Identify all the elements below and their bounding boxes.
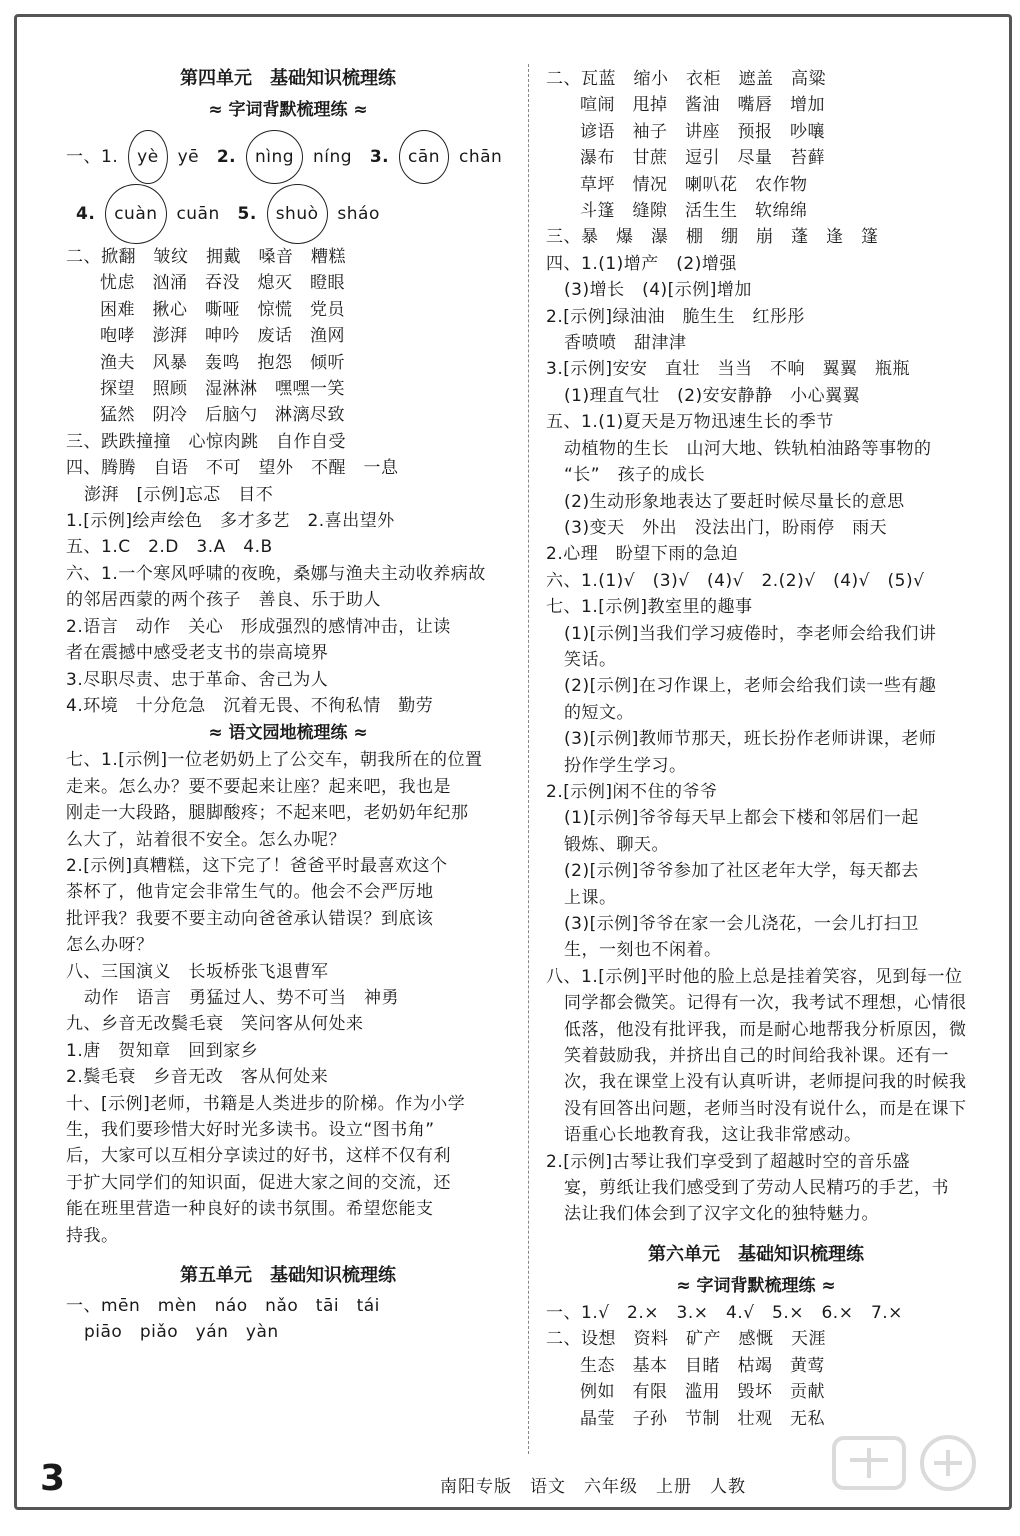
answer-line: piāo piǎo yán yàn	[84, 1322, 279, 1343]
answer-line: 探望 照顾 湿淋淋 嘿嘿一笑	[100, 379, 345, 400]
answer-line: 七、1.[示例]一位老奶奶上了公交车，朝我所在的位置	[66, 750, 483, 771]
answer-line: 低落，他没有批评我，而是耐心地帮我分析原因，微	[564, 1019, 967, 1040]
answer-line: “长” 孩子的成长	[564, 465, 706, 486]
answer-line: 十、[示例]老师，书籍是人类进步的阶梯。作为小学	[66, 1093, 466, 1114]
section-ciyu-unit6: ≈ 字词背默梳理练 ≈	[676, 1275, 836, 1296]
answer-line: 么大了，站着很不安全。怎么办呢？	[66, 829, 346, 850]
answer-line: 动作 语言 勇猛过人、势不可当 神勇	[84, 987, 399, 1008]
answer-line: 语重心长地教育我，这让我非常感动。	[564, 1125, 862, 1146]
answer-line: 斗篷 缝隙 活生生 软绵绵	[580, 201, 808, 222]
answer-line: 猛然 阴冷 后脑勺 淋漓尽致	[100, 405, 345, 426]
answer-line: 宴，剪纸让我们感受到了劳动人民精巧的手艺，书	[564, 1178, 949, 1199]
answer-line: (3)变天 外出 没法出门，盼雨停 雨天	[564, 517, 888, 538]
answer-line: 六、1.(1)√ (3)√ (4)√ 2.(2)√ (4)√ (5)√	[546, 570, 925, 591]
answer-line: 同学都会微笑。记得有一次，我考试不理想，心情很	[564, 993, 967, 1014]
pinyin-choice-circled: nìng	[246, 130, 303, 184]
page-number: 3	[40, 1458, 66, 1499]
answer-line: 次，我在课堂上没有认真听讲，老师提问我的时候我	[564, 1072, 967, 1093]
answer-line: 瀑布 甘蔗 逗引 尽量 苔藓	[580, 148, 825, 169]
answer-line: 法让我们体会到了汉字文化的独特魅力。	[564, 1204, 879, 1225]
answer-line: 澎湃 [示例]忘忑 目不	[84, 484, 274, 505]
section-yuandi: ≈ 语文园地梳理练 ≈	[208, 723, 368, 744]
answer-line: 后，大家可以互相分享读过的好书，这样不仅有利	[66, 1146, 451, 1167]
section-ciyu: ≈ 字词背默梳理练 ≈	[208, 100, 368, 120]
answer-line: (2)生动形象地表达了要赶时候尽量长的意思	[564, 491, 905, 512]
answer-line: 四、腾腾 自语 不可 望外 不醒 一息	[66, 458, 399, 479]
answer-line: 没有回答出问题，老师当时没有说什么，而是在课下	[564, 1098, 967, 1119]
answer-line: (1)[示例]当我们学习疲倦时，李老师会给我们讲	[564, 623, 937, 644]
answer-line: 八、三国演义 长坂桥张飞退曹军	[66, 961, 329, 982]
answer-line: 二、掀翻 皱纹 拥戴 嗓音 糟糕	[66, 247, 346, 267]
answer-line: 例如 有限 滥用 毁坏 贡献	[580, 1382, 825, 1403]
answer-line: 怎么办呀？	[66, 935, 154, 956]
answer-line: 3.[示例]安安 直壮 当当 不响 翼翼 瓶瓶	[546, 359, 910, 380]
answer-line: (1)[示例]爷爷每天早上都会下楼和邻居们一起	[564, 808, 919, 829]
answer-line: 一、1.√ 2.× 3.× 4.√ 5.× 6.× 7.×	[546, 1302, 903, 1323]
answer-line: 2.语言 动作 关心 形成强烈的感情冲击，让读	[66, 616, 451, 637]
answer-line: 茶杯了，他肯定会非常生气的。他会不会严厉地	[66, 882, 434, 903]
answer-line: 一、mēn mèn náo nǎo tāi tái	[66, 1296, 380, 1317]
answer-line: 咆哮 澎湃 呻吟 废话 渔网	[100, 326, 345, 347]
answer-line: 三、跌跌撞撞 心惊肉跳 自作自受	[66, 431, 346, 452]
q1-pinyin-row1: 一、1. yè yē 2. nìng níng 3. cān chān	[66, 130, 510, 184]
right-column	[546, 66, 966, 1432]
answer-line: 七、1.[示例]教室里的趣事	[546, 597, 753, 618]
answer-line: 扮作学生学习。	[564, 755, 687, 776]
answer-line: 1.唐 贺知章 回到家乡	[66, 1040, 259, 1061]
answer-line: 2.心理 盼望下雨的急迫	[546, 544, 739, 565]
answer-line: 二、瓦蓝 缩小 衣柜 遮盖 高粱	[546, 69, 826, 89]
answer-line: 困难 揪心 嘶哑 惊慌 党员	[100, 299, 345, 320]
column-divider	[528, 64, 529, 1454]
answer-line: 三、暴 爆 瀑 棚 绷 崩 蓬 逢 篷	[546, 227, 879, 248]
answer-line: 的短文。	[564, 702, 634, 723]
answer-line: 二、设想 资料 矿产 感慨 天涯	[546, 1329, 826, 1350]
answer-line: 五、1.C 2.D 3.A 4.B	[66, 537, 273, 558]
answer-line: (1)理直气壮 (2)安安静静 小心翼翼	[564, 385, 861, 406]
left-column	[66, 62, 510, 1346]
watermark-logo	[830, 1430, 990, 1500]
answer-line: (2)[示例]爷爷参加了社区老年大学，每天都去	[564, 861, 919, 882]
pinyin-choice-circled: yè	[128, 130, 168, 184]
answer-line: 能在班里营造一种良好的读书氛围。希望您能支	[66, 1199, 434, 1220]
answer-line: 的邻居西蒙的两个孩子 善良、乐于助人	[66, 590, 381, 611]
answer-line: 喧闹 甩掉 酱油 嘴唇 增加	[580, 95, 825, 116]
answer-line: 四、1.(1)增产 (2)增强	[546, 253, 737, 274]
answer-line: 五、1.(1)夏天是万物迅速生长的季节	[546, 412, 834, 433]
answer-line: 生态 基本 目睹 枯竭 黄莺	[580, 1355, 825, 1376]
answer-line: 3.尽职尽责、忠于革命、舍己为人	[66, 669, 329, 690]
answer-line: (3)[示例]爷爷在家一会儿浇花，一会儿打扫卫	[564, 914, 919, 934]
answer-line: 2.[示例]绿油油 脆生生 红彤彤	[546, 306, 805, 327]
answer-line: 2.鬓毛衰 乡音无改 客从何处来	[66, 1067, 329, 1088]
unit5-title: 第五单元 基础知识梳理练	[180, 1265, 396, 1287]
answer-line: (3)[示例]教师节那天，班长扮作老师讲课，老师	[564, 729, 937, 750]
answer-line: 晶莹 子孙 节制 壮观 无私	[580, 1408, 825, 1429]
answer-line: 生，我们要珍惜大好时光多读书。设立“图书角”	[66, 1120, 435, 1140]
answer-line: 批评我？我要不要主动向爸爸承认错误？到底该	[66, 908, 434, 929]
answer-line: 上课。	[564, 887, 617, 908]
unit6-title: 第六单元 基础知识梳理练	[648, 1243, 864, 1265]
answer-line: 1.[示例]绘声绘色 多才多艺 2.喜出望外	[66, 511, 395, 532]
pinyin-choice-circled: cuàn	[105, 184, 166, 244]
answer-line: 笑话。	[564, 649, 617, 670]
answer-line: 生，一刻也不闲着。	[564, 940, 722, 961]
answer-line: 动植物的生长 山河大地、铁轨柏油路等事物的	[564, 438, 932, 459]
answer-line: 持我。	[66, 1225, 119, 1246]
answer-line: 笑着鼓励我，并挤出自己的时间给我补课。还有一	[564, 1046, 949, 1067]
footer-edition-text: 南阳专版 语文 六年级 上册 人教	[440, 1477, 746, 1497]
pinyin-choice-circled: cān	[399, 130, 449, 184]
answer-line: 走来。怎么办？要不要起来让座？起来吧，我也是	[66, 776, 451, 797]
answer-line: 忧虑 汹涌 吞没 熄灭 瞪眼	[100, 273, 345, 294]
answer-line: 八、1.[示例]平时他的脸上总是挂着笑容，见到每一位	[546, 966, 963, 987]
q1-pinyin-row2: 4. cuàn cuān 5. shuò sháo	[66, 184, 510, 244]
answer-line: 锻炼、聊天。	[564, 834, 669, 855]
answer-line: 谚语 袖子 讲座 预报 吵嚷	[580, 121, 825, 142]
answer-line: 于扩大同学们的知识面，促进大家之间的交流，还	[66, 1172, 451, 1193]
answer-line: 六、1.一个寒风呼啸的夜晚，桑娜与渔夫主动收养病故	[66, 563, 486, 584]
pinyin-choice-circled: shuò	[267, 184, 328, 244]
answer-line: 2.[示例]古琴让我们享受到了超越时空的音乐盛	[546, 1151, 910, 1172]
answer-line: 2.[示例]闲不住的爷爷	[546, 781, 718, 802]
answer-line: 香喷喷 甜津津	[564, 333, 687, 354]
answer-line: (2)[示例]在习作课上，老师会给我们读一些有趣	[564, 676, 937, 697]
answer-line: 渔夫 风暴 轰鸣 抱怨 倾听	[100, 352, 345, 373]
answer-line: 2.[示例]真糟糕，这下完了！爸爸平时最喜欢这个	[66, 855, 448, 876]
answer-line: 草坪 情况 喇叭花 农作物	[580, 174, 808, 195]
answer-line: (3)增长 (4)[示例]增加	[564, 280, 752, 301]
answer-line: 刚走一大段路，腿脚酸疼；不起来吧，老奶奶年纪那	[66, 803, 469, 824]
answer-line: 4.环境 十分危急 沉着无畏、不徇私情 勤劳	[66, 695, 434, 716]
answer-line: 者在震撼中感受老支书的崇高境界	[66, 643, 329, 664]
unit4-title: 第四单元 基础知识梳理练	[180, 68, 396, 89]
answer-line: 九、乡音无改鬓毛衰 笑问客从何处来	[66, 1014, 364, 1035]
